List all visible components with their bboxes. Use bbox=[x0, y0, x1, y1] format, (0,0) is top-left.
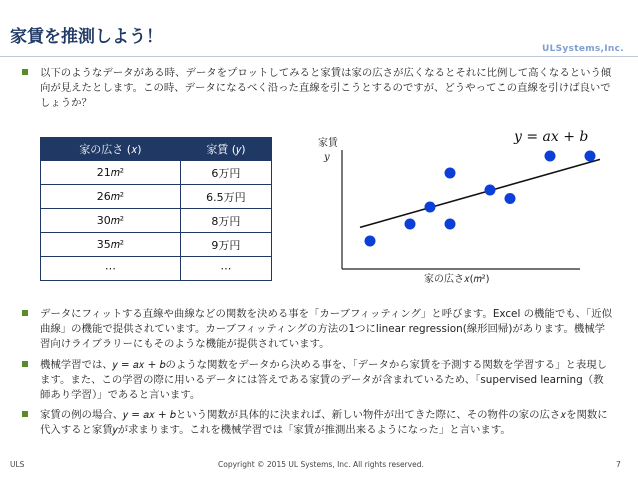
cell-size: 30𝑚² bbox=[41, 209, 181, 233]
cell-size: 21𝑚² bbox=[41, 161, 181, 185]
y-axis-label: 家賃 bbox=[318, 138, 338, 149]
data-point bbox=[485, 185, 496, 196]
footer-copyright: Copyright © 2015 UL Systems, Inc. All rights reserved. bbox=[218, 460, 424, 469]
regression-equation: 𝑦 = 𝑎𝑥 + 𝑏 bbox=[514, 129, 589, 145]
page-number: 7 bbox=[616, 460, 621, 469]
header-rent: 家賃 (𝑦) bbox=[180, 138, 271, 161]
data-point bbox=[445, 168, 456, 179]
data-point bbox=[405, 219, 416, 230]
header-size: 家の広さ (𝑥) bbox=[41, 138, 181, 161]
bullet-learning bbox=[22, 358, 612, 403]
bullet-marker bbox=[22, 310, 28, 316]
cell-rent: 9万円 bbox=[180, 233, 271, 257]
cell-rent: 6万円 bbox=[180, 161, 271, 185]
cell-size: 26𝑚² bbox=[41, 185, 181, 209]
x-axis-label: 家の広さ𝑥(𝑚²) bbox=[424, 274, 490, 285]
intro-text: 以下のようなデータがある時、データをプロットしてみると家賃は家の広さが広くなるとそれに比例して高くなるという傾向が見えたとします。この時、データになるべく沿った直線を引こうとするのですが、どうやってこの直線を引けば良いでしょうか？ bbox=[40, 67, 612, 109]
table-header-row bbox=[41, 138, 272, 161]
page-title: 家賃を推測しよう！ bbox=[10, 27, 163, 47]
bullet-text: 機械学習では、𝑦 = 𝑎𝑥 + 𝑏のような関数をデータから決める事を、「データから家賃を予測する関数を学習する」と表現します。また、この学習の際に用いるデータには答えである家賃のデータが含まれているため、「supervised learning（教師あり学習）」であると言います。 bbox=[40, 359, 608, 401]
brand-logo: ULSystems,Inc. bbox=[541, 44, 624, 54]
cell-size: 35𝑚² bbox=[41, 233, 181, 257]
bullet-marker bbox=[22, 361, 28, 367]
footer-left: ULS bbox=[10, 460, 25, 469]
title-divider bbox=[0, 56, 638, 57]
trend-line bbox=[360, 159, 600, 227]
bullet-rent-example bbox=[22, 408, 612, 438]
bullet-marker bbox=[22, 69, 28, 75]
bullet-marker bbox=[22, 411, 28, 417]
table-row bbox=[41, 161, 272, 185]
bullet-text: データにフィットする直線や曲線などの関数を決める事を「カーブフィッティング」と呼びます。Excel の機能でも、「近似曲線」の機能で提供されています。カーブフィッティングの方法の1つにlinear regression(線形回帰)があります。機械学習向けライブラリーにもそのような機能が提供されています。 bbox=[40, 308, 612, 350]
intro-bullet bbox=[22, 66, 612, 111]
cell-rent: ⋯ bbox=[180, 257, 271, 281]
data-point bbox=[365, 236, 376, 247]
data-point bbox=[545, 151, 556, 162]
y-axis-symbol: 𝑦 bbox=[324, 152, 330, 163]
cell-rent: 8万円 bbox=[180, 209, 271, 233]
cell-size: ⋯ bbox=[41, 257, 181, 281]
data-point bbox=[445, 219, 456, 230]
table-row bbox=[41, 185, 272, 209]
bullet-text: 家賃の例の場合、𝑦 = 𝑎𝑥 + 𝑏という関数が具体的に決まれば、新しい物件が出てきた際に、その物件の家の広さ𝑥を関数に代入すると家賃𝑦が求まります。これを機械学習では「家賃が推測出来るようになった」と言います。 bbox=[40, 409, 608, 436]
scatter-chart bbox=[300, 126, 620, 291]
data-point bbox=[425, 202, 436, 213]
table-row bbox=[41, 209, 272, 233]
data-point bbox=[505, 193, 516, 204]
cell-rent: 6.5万円 bbox=[180, 185, 271, 209]
data-point bbox=[585, 151, 596, 162]
table-row bbox=[41, 233, 272, 257]
rent-table bbox=[40, 137, 272, 281]
table-row bbox=[41, 257, 272, 281]
bullet-curve-fitting bbox=[22, 307, 612, 352]
